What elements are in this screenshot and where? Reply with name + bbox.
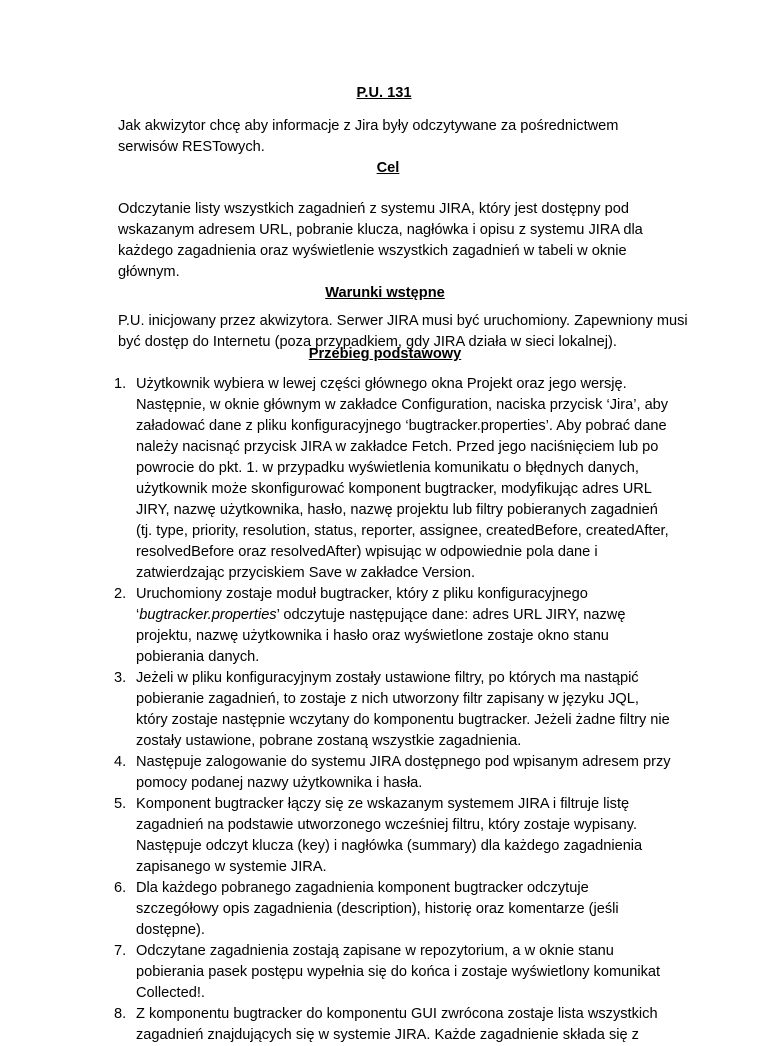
goal-heading: Cel [376,160,400,176]
step-number: 1. [114,376,127,392]
list-item [114,1004,672,1046]
step-text: Dla każdego pobranego zagadnienia komponent bugtracker odczytuje szczegółowy opis zagadnienia (description), historię oraz komentarze (jeśli dostępne). [136,880,619,938]
document-title: P.U. 131 [356,85,412,101]
step-text [136,586,625,665]
list-item [114,878,672,941]
list-item [114,584,672,668]
step-text: Następuje zalogowanie do systemu JIRA dostępnego pod wpisanym adresem przy pomocy podanej nazwy użytkownika i hasła. [136,754,671,791]
list-item [114,941,672,1004]
step-text: Z komponentu bugtracker do komponentu GUI zwrócona zostaje lista wszystkich zagadnień znajdujących się w systemie JIRA. Każde zagadnienie składa się z [136,1006,658,1043]
step-number: 5. [114,796,127,812]
step-text-after: ’ odczytuje następujące dane: adres URL JIRY, nazwę projektu, nazwę użytkownika i hasło oraz wyświetlone zostaje okno stanu pobierania danych. [136,607,626,665]
step-number: 6. [114,880,127,896]
step-text-before: Uruchomiony zostaje moduł bugtracker, który z pliku konfiguracyjnego ‘ [136,586,588,623]
preconditions-heading: Warunki wstępne [325,285,445,301]
step-number: 2. [114,586,127,602]
list-item [114,752,672,794]
step-number: 8. [114,1006,127,1022]
step-text: Odczytane zagadnienia zostają zapisane w repozytorium, a w oknie stanu pobierania pasek postępu wypełnia się do końca i zostaje wyświetlony komunikat Collected!. [136,943,661,1001]
step-number: 7. [114,943,127,959]
list-item [114,794,672,878]
step-text: Użytkownik wybiera w lewej części głównego okna Projekt oraz jego wersję. Następnie, w oknie głównym w zakładce Configuration, naciska przycisk ‘Jira’, aby załadować dane z pliku konfiguracyjnego ‘bugtracker.properties’. Aby pobrać dane należy nacisnąć przycisk JIRA w zakładce Fetch. Przed jego naciśnięciem lub po powrocie do pkt. 1. w przypadku wyświetlenia komunikatu o błędnych danych, użytkownik może skonfigurować komponent bugtracker, modyfikując adres URL JIRY, nazwę użytkownika, hasło, nazwę projektu lub filtry pobieranych zagadnień (tj. type, priority, resolution, status, reporter, assignee, createdBefore, createdAfter, resolvedBefore oraz resolvedAfter) wpisując w odpowiednie pola dane i zatwierdzając przyciskiem Save w zakładce Version. [136,376,669,581]
step-text-italic: bugtracker.properties [139,607,277,623]
flow-heading: Przebieg podstawowy [308,346,462,362]
steps-list [114,374,672,1046]
goal-paragraph: Odczytanie listy wszystkich zagadnień z systemu JIRA, który jest dostępny pod wskazanym adresem URL, pobranie klucza, nagłówka i opisu z systemu JIRA dla każdego zagadnienia oraz wyświetlenie wszystkich zagadnień w tabeli w oknie głównym. [118,201,643,280]
step-text: Komponent bugtracker łączy się ze wskazanym systemem JIRA i filtruje listę zagadnień na podstawie utworzonego wcześniej filtru, który zostaje wypisany. Następuje odczyt klucza (key) i nagłówka (summary) dla każdego zagadnienia zapisanego w systemie JIRA. [136,796,643,875]
preconditions-paragraph: P.U. inicjowany przez akwizytora. Serwer JIRA musi być uruchomiony. Zapewniony musi być dostęp do Internetu (poza przypadkiem, gdy JIRA działa w sieci lokalnej). [118,313,688,350]
step-number: 4. [114,754,127,770]
list-item [114,374,672,584]
intro-paragraph: Jak akwizytor chcę aby informacje z Jira były odczytywane za pośrednictwem serwisów RESTowych. [118,118,619,155]
step-number: 3. [114,670,127,686]
step-text: Jeżeli w pliku konfiguracyjnym zostały ustawione filtry, po których ma nastąpić pobieranie zagadnień, to zostaje z nich utworzony filtr zapisany w języku JQL, który zostaje następnie wczytany do komponentu bugtracker. Jeżeli żadne filtry nie zostały ustawione, pobrane zostaną wszystkie zagadnienia. [136,670,670,749]
list-item [114,668,672,752]
